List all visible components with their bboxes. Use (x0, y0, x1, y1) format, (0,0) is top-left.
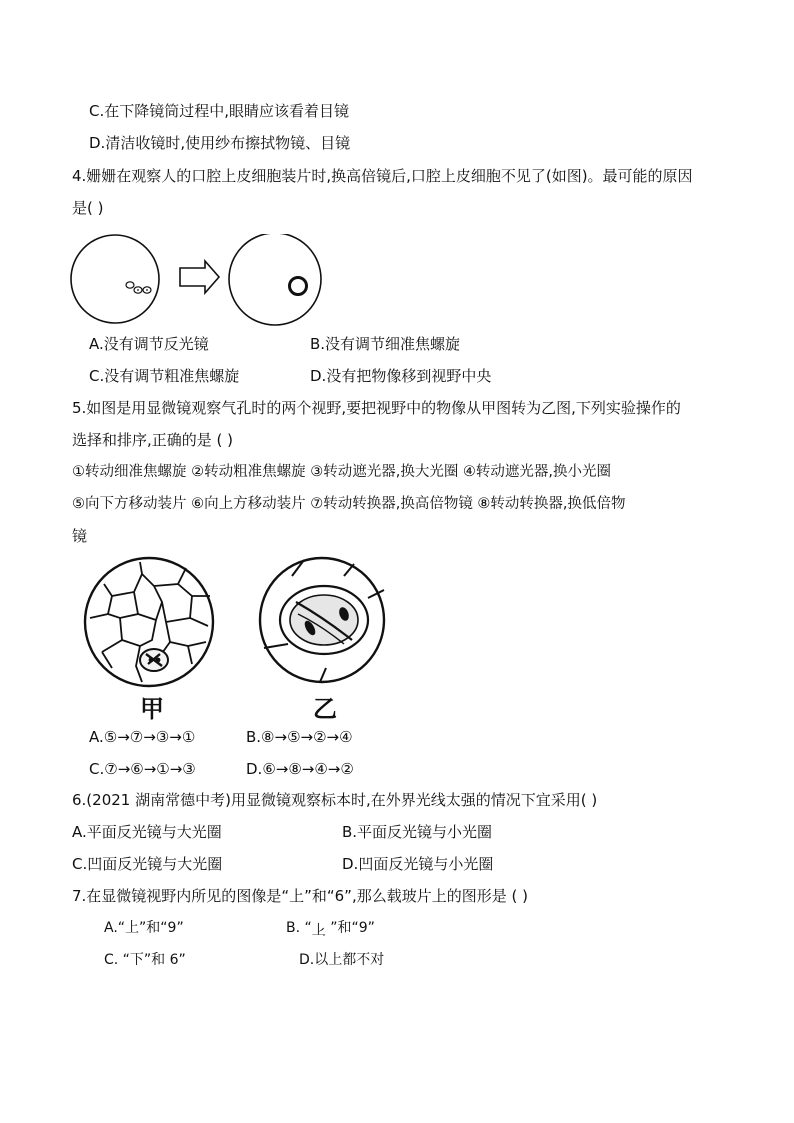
q7-option-b-prefix: B. “ (286, 920, 312, 936)
q5-steps-line2: ⑤向下方移动装片 ⑥向上方移动装片 ⑦转动转换器,换高倍物镜 ⑧转动转换器,换低倍物 (72, 496, 626, 512)
q5-option-d: D.⑥→⑧→④→② (246, 760, 354, 778)
q4-option-c: C.没有调节粗准焦螺旋 (89, 367, 240, 385)
q7-option-c: C. “下”和 6” (104, 952, 186, 968)
q5-option-a: A.⑤→⑦→③→① (89, 728, 196, 746)
q5-label-yi: 乙 (313, 694, 337, 723)
q3-option-d: D.清洁收镜时,使用纱布擦拭物镜、目镜 (89, 134, 351, 152)
q4-stem-line2: 是( ) (72, 199, 104, 217)
q5-stem-line2: 选择和排序,正确的是 ( ) (72, 431, 234, 449)
q5-option-c: C.⑦→⑥→①→③ (89, 760, 196, 778)
q4-cell-large (290, 278, 307, 295)
q6-option-d: D.凹面反光镜与小光圈 (342, 855, 494, 873)
q4-option-b: B.没有调节细准焦螺旋 (310, 335, 461, 353)
q5-field-yi (260, 558, 384, 682)
q5-steps-line1: ①转动细准焦螺旋 ②转动粗准焦螺旋 ③转动遮光器,换大光圈 ④转动遮光器,换小光圈 (72, 464, 612, 480)
q4-cells-small (126, 282, 151, 293)
q6-option-c: C.凹面反光镜与大光圈 (72, 855, 223, 873)
q7-option-d: D.以上都不对 (299, 952, 385, 968)
q7-option-b (286, 918, 375, 938)
q7-stem: 7.在显微镜视野内所见的图像是“上”和“6”,那么载玻片上的图形是 ( ) (72, 887, 528, 905)
arrow-right-icon (180, 261, 219, 293)
q4-figure (68, 234, 330, 326)
q4-option-a: A.没有调节反光镜 (89, 335, 209, 353)
q5-stem-line1: 5.如图是用显微镜观察气孔时的两个视野,要把视野中的物像从甲图转为乙图,下列实验操作的 (72, 399, 681, 417)
q5-field-jia (85, 558, 213, 686)
q7-option-a: A.“上”和“9” (104, 920, 184, 936)
q4-field-before (71, 235, 159, 323)
q6-option-b: B.平面反光镜与小光圈 (342, 823, 493, 841)
q5-option-b: B.⑧→⑤→②→④ (246, 728, 353, 746)
q4-option-d: D.没有把物像移到视野中央 (310, 367, 492, 385)
q6-stem: 6.(2021 湖南常德中考)用显微镜观察标本时,在外界光线太强的情况下宜采用( ) (72, 791, 598, 809)
q6-option-a: A.平面反光镜与大光圈 (72, 823, 222, 841)
q5-steps-line3: 镜 (72, 527, 88, 545)
q4-stem-line1: 4.姗姗在观察人的口腔上皮细胞装片时,换高倍镜后,口腔上皮细胞不见了(如图)。最可能的原因 (72, 167, 693, 185)
q7-option-b-rest: ”和“9” (325, 920, 375, 936)
q5-label-jia: 甲 (140, 694, 164, 723)
q5-figure (82, 556, 392, 692)
q4-field-after (229, 234, 321, 325)
q7-option-b-glyph: 下 (311, 920, 326, 936)
q3-option-c: C.在下降镜筒过程中,眼睛应该看着目镜 (89, 102, 350, 120)
